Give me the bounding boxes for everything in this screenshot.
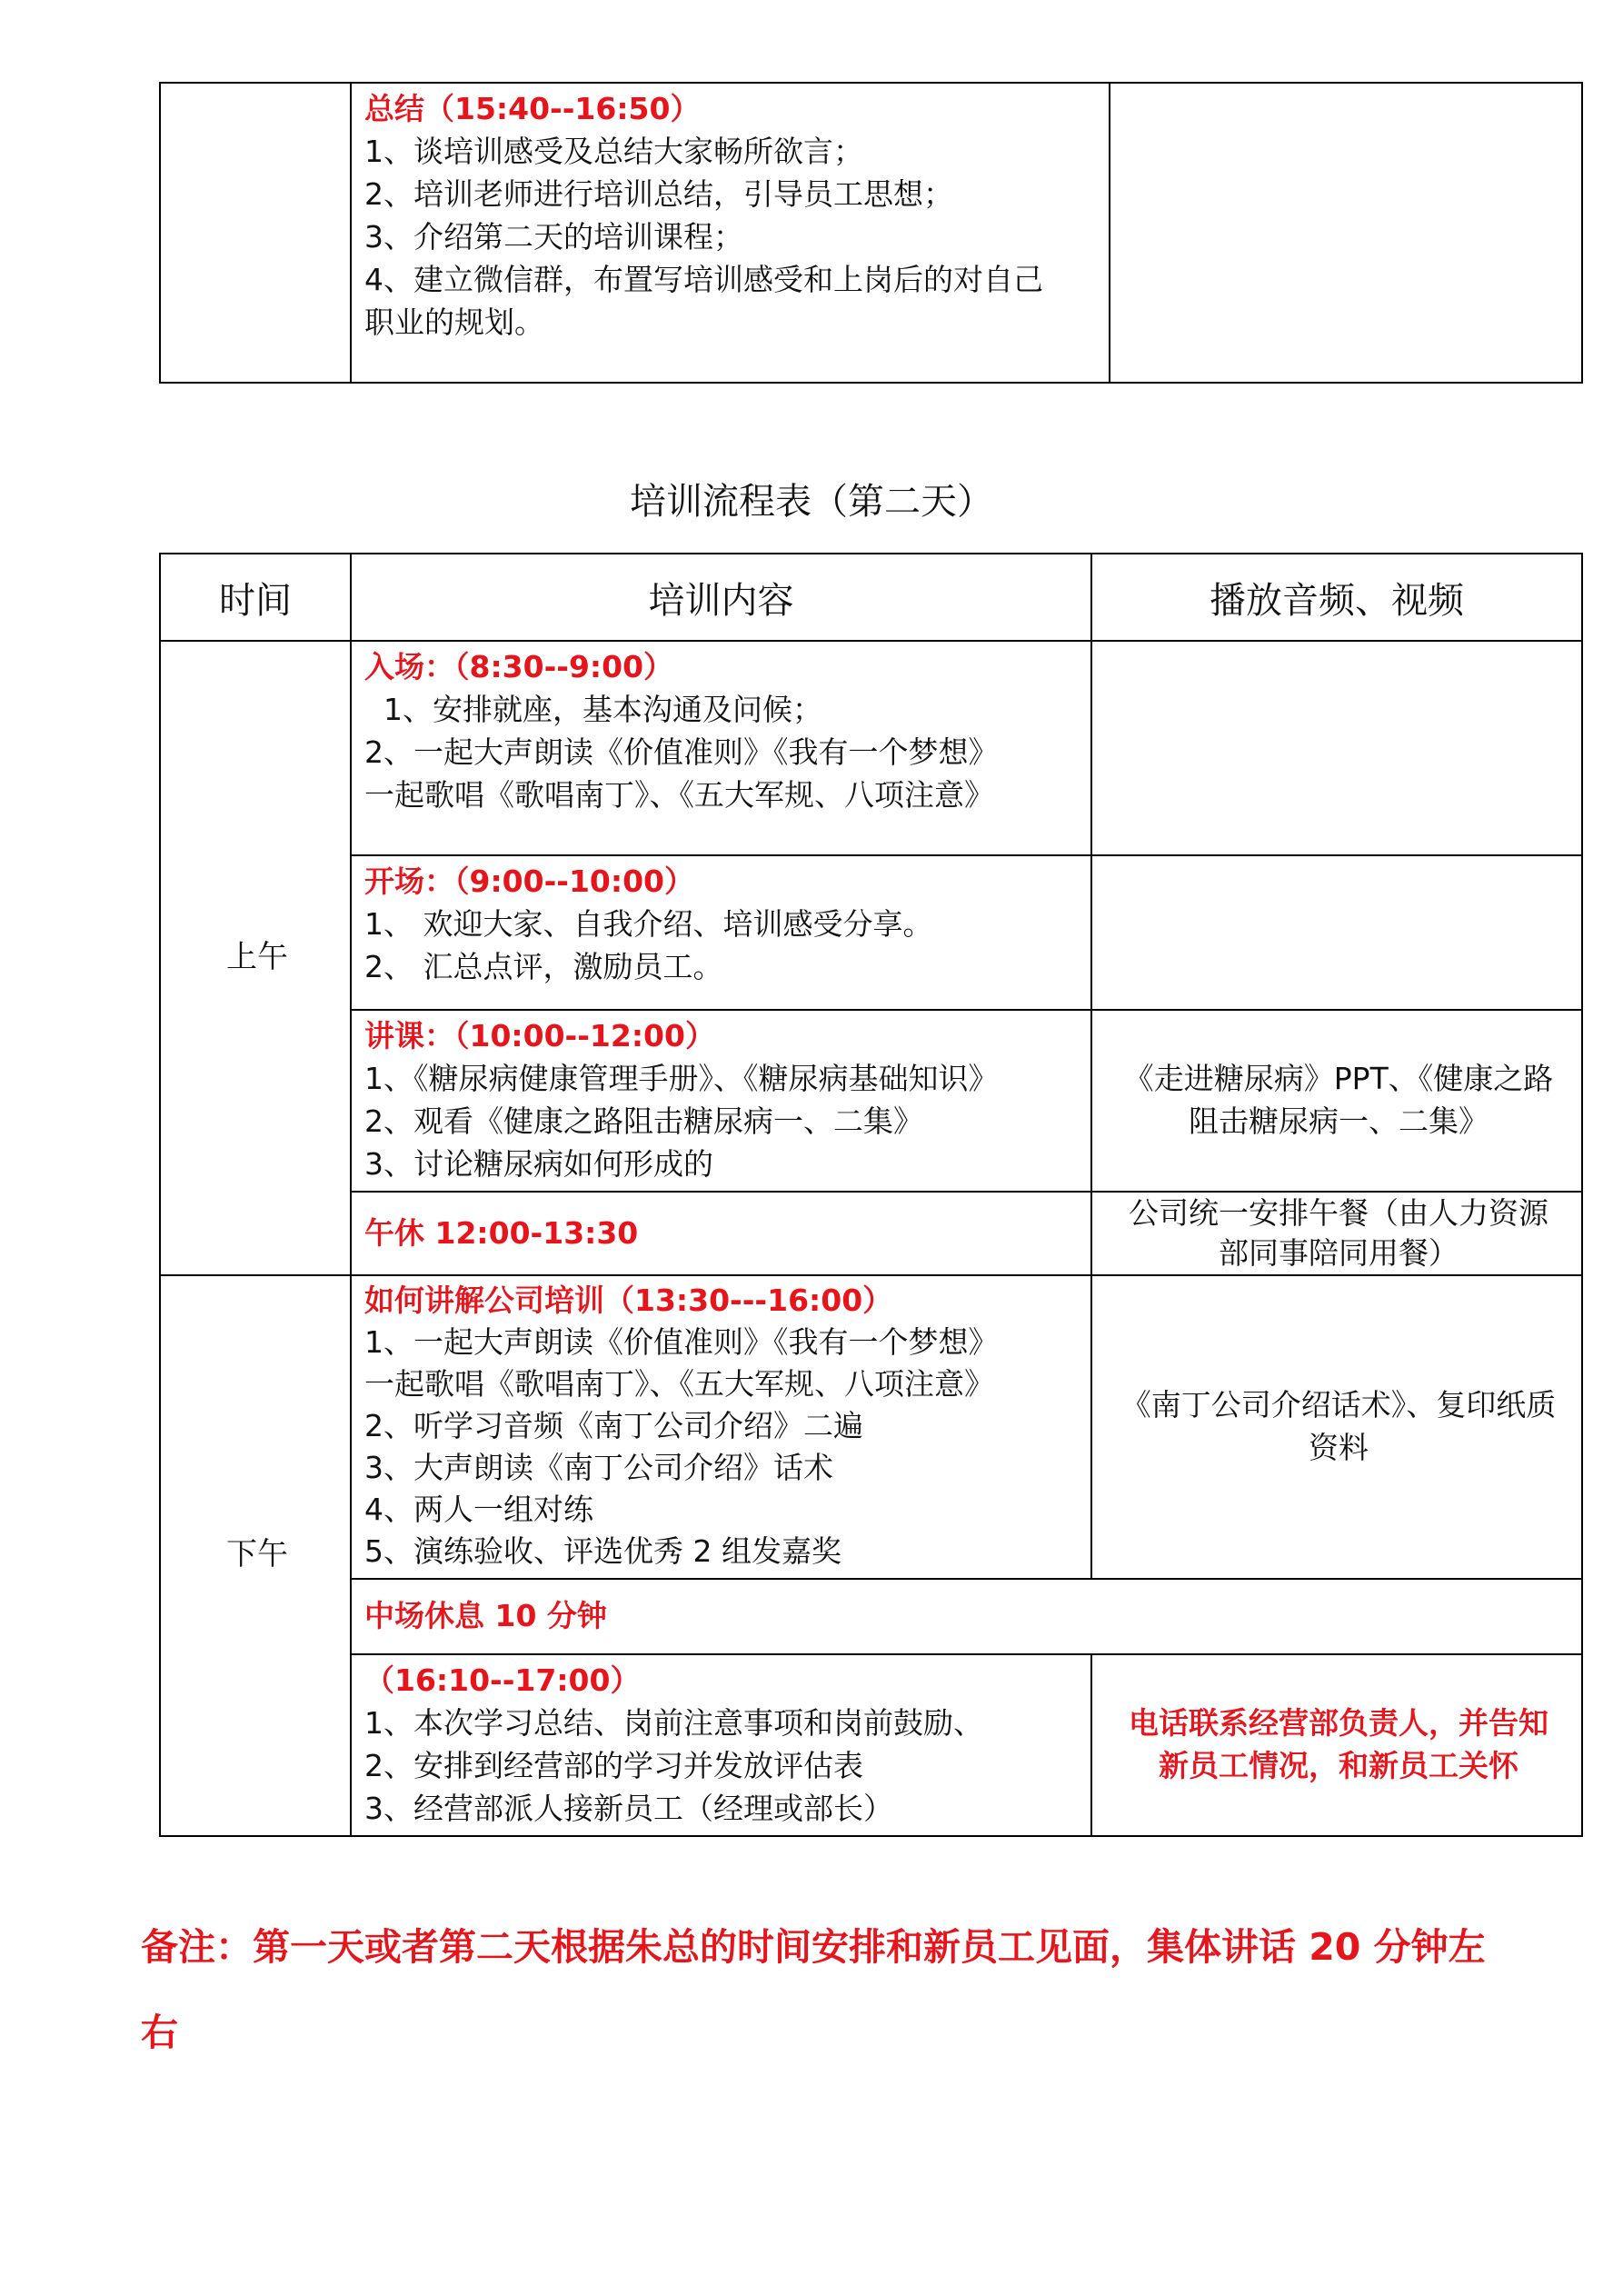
header-time: 时间 [160, 554, 351, 641]
afternoon-label: 下午 [160, 1275, 351, 1836]
morning-label: 上午 [160, 641, 351, 1275]
remark-note [141, 1904, 1504, 2075]
summary-item: 2、培训老师进行培训总结，引导员工思想； [364, 176, 953, 212]
company-training-media [1091, 1275, 1582, 1579]
lecture-cell [351, 1010, 1091, 1192]
summary-cell [351, 83, 1110, 383]
company-training-item: 4、两人一组对练 [364, 1492, 593, 1527]
closing-item: 2、安排到经营部的学习并发放评估表 [364, 1748, 863, 1783]
summary-item: 3、介绍第二天的培训课程； [364, 219, 743, 255]
closing-item: 1、本次学习总结、岗前注意事项和岗前鼓励、 [364, 1705, 983, 1741]
closing-item: 3、经营部派人接新员工（经理或部长） [364, 1791, 893, 1826]
lecture-item: 3、讨论糖尿病如何形成的 [364, 1146, 713, 1182]
opening-item: 2、 汇总点评，激励员工。 [364, 949, 723, 984]
lunch-media-line: 公司统一安排午餐（由人力资源 [1129, 1195, 1548, 1231]
remark-line: 备注：第一天或者第二天根据朱总的时间安排和新员工见面，集体讲话 20 分钟左 [141, 1925, 1486, 1969]
company-training-media-line: 《南丁公司介绍话术》、复印纸质 [1120, 1387, 1557, 1423]
company-training-media-line: 资料 [1309, 1430, 1369, 1465]
lecture-title: 讲课：（10:00--12:00） [364, 1018, 715, 1053]
company-training-item: 2、听学习音频《南丁公司介绍》二遍 [364, 1408, 863, 1443]
summary-item: 4、建立微信群，布置写培训感受和上岗后的对自己 [364, 262, 1043, 297]
entry-cell [351, 641, 1091, 855]
company-training-cell [351, 1275, 1091, 1579]
lunch-title: 午休 12:00-13:30 [364, 1214, 639, 1251]
lunch-media [1091, 1192, 1582, 1275]
closing-media-line: 新员工情况，和新员工关怀 [1159, 1748, 1518, 1783]
lecture-media-line: 《走进糖尿病》PPT、《健康之路 [1123, 1061, 1554, 1096]
company-training-item: 1、一起大声朗读《价值准则》《我有一个梦想》 [364, 1324, 999, 1360]
break-cell [351, 1579, 1582, 1654]
remark-line: 右 [141, 2011, 178, 2054]
entry-item: 1、安排就座，基本沟通及问候； [364, 692, 822, 727]
closing-cell [351, 1654, 1091, 1836]
break-title: 中场休息 10 分钟 [364, 1598, 607, 1633]
entry-item: 一起歌唱《歌唱南丁》、《五大军规、八项注意》 [364, 777, 994, 813]
closing-title: （16:10--17:00） [364, 1662, 641, 1698]
header-content: 培训内容 [351, 554, 1091, 641]
lecture-item: 1、《糖尿病健康管理手册》、《糖尿病基础知识》 [364, 1061, 999, 1096]
media-cell-empty [1110, 83, 1582, 383]
opening-item: 1、 欢迎大家、自我介绍、培训感受分享。 [364, 906, 933, 942]
day1-continued-table [159, 82, 1583, 384]
company-training-item: 5、演练验收、评选优秀 2 组发嘉奖 [364, 1533, 841, 1569]
company-training-item: 一起歌唱《歌唱南丁》、《五大军规、八项注意》 [364, 1366, 994, 1402]
opening-title: 开场：（9:00--10:00） [364, 863, 695, 899]
closing-media-line: 电话联系经营部负责人，并告知 [1129, 1705, 1548, 1741]
summary-item: 1、谈培训感受及总结大家畅所欲言； [364, 134, 863, 169]
day2-table-title: 培训流程表（第二天） [630, 481, 993, 523]
company-training-item: 3、大声朗读《南丁公司介绍》话术 [364, 1450, 833, 1485]
lecture-item: 2、观看《健康之路阻击糖尿病一、二集》 [364, 1103, 923, 1139]
summary-title: 总结（15:40--16:50） [364, 91, 701, 126]
entry-media-empty [1091, 641, 1582, 855]
lecture-media [1091, 1010, 1582, 1192]
opening-media-empty [1091, 855, 1582, 1010]
lecture-media-line: 阻击糖尿病一、二集》 [1189, 1103, 1489, 1139]
header-media: 播放音频、视频 [1091, 554, 1582, 641]
lunch-media-line: 部同事陪同用餐） [1219, 1235, 1459, 1271]
entry-title: 入场：（8:30--9:00） [364, 649, 674, 684]
time-cell-empty [160, 83, 351, 383]
lunch-cell [351, 1192, 1091, 1275]
closing-media [1091, 1654, 1582, 1836]
summary-item: 职业的规划。 [364, 304, 544, 340]
opening-cell [351, 855, 1091, 1010]
entry-item: 2、一起大声朗读《价值准则》《我有一个梦想》 [364, 734, 999, 770]
day2-schedule-table [159, 553, 1583, 1837]
company-training-title: 如何讲解公司培训（13:30---16:00） [364, 1283, 893, 1318]
